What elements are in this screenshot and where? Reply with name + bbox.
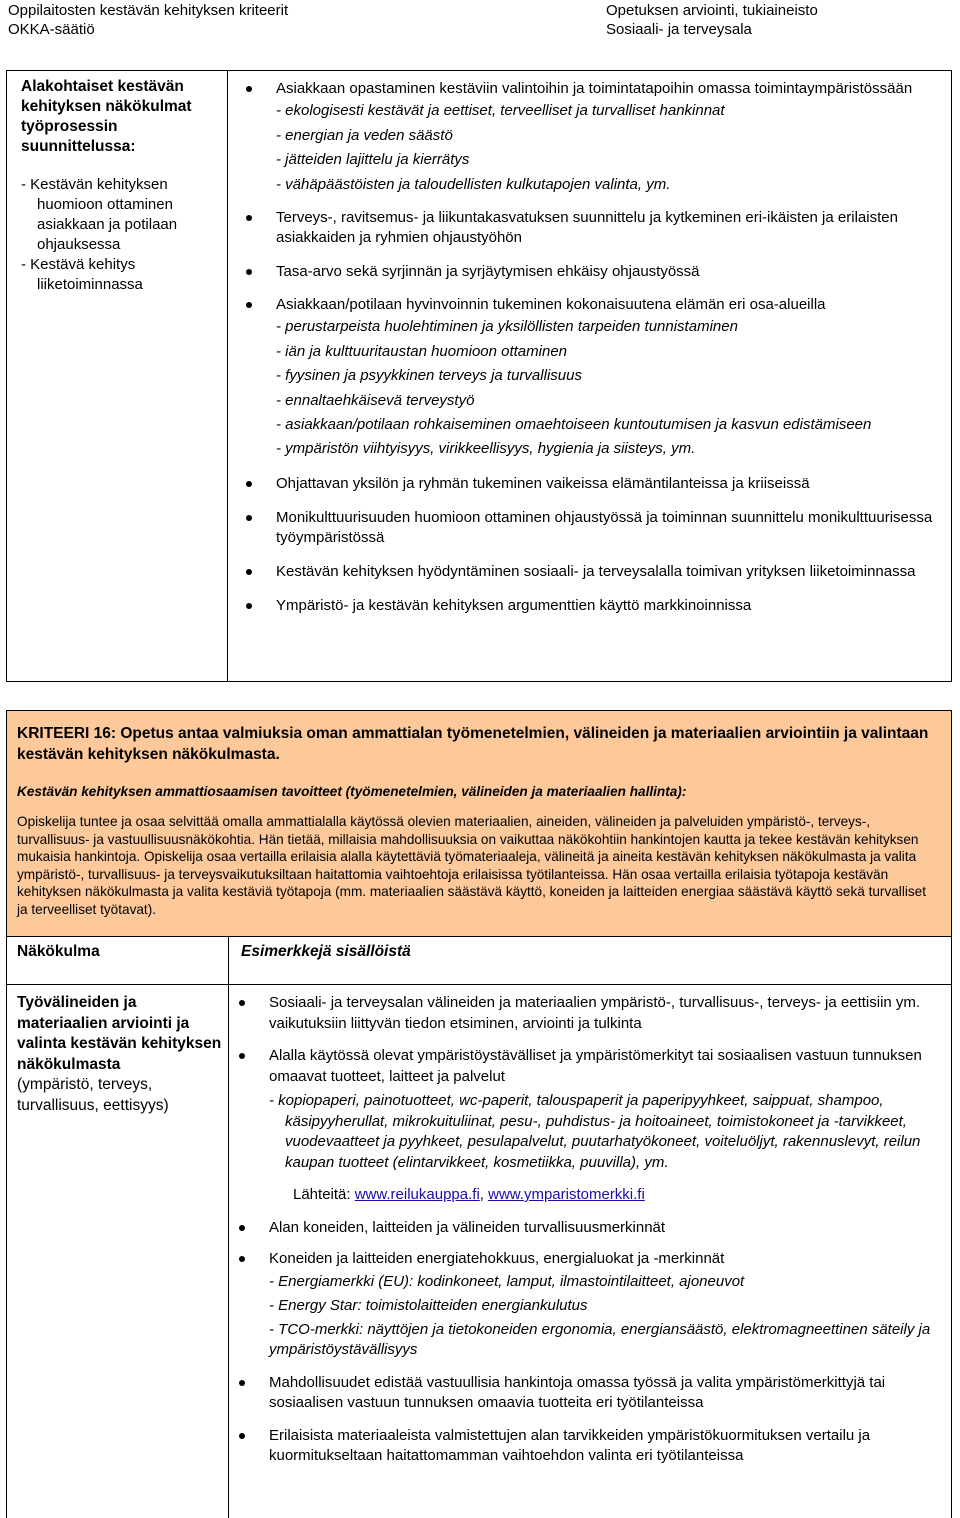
bullet-icon <box>246 302 252 308</box>
header-left-line1: Oppilaitosten kestävän kehityksen kriteerit <box>8 2 289 19</box>
bullet-text: Terveys-, ravitsemus- ja liikuntakasvatuksen suunnittelu ja kytkeminen eri-ikäisten ja erilaisten asiakkaiden ja ryhmien ohjaustyöhön <box>276 209 898 246</box>
bullet-item <box>246 474 939 494</box>
bullet-text: Ympäristö- ja kestävän kehityksen argumenttien käyttö markkinoinnissa <box>276 596 752 614</box>
header-right <box>606 1 818 39</box>
bullet-icon <box>239 1433 245 1439</box>
bullet-icon <box>246 515 252 521</box>
bullet-icon <box>239 1256 245 1262</box>
sub-list <box>276 315 939 462</box>
ymparistomerkki-link[interactable]: www.ymparistomerkki.fi <box>488 1186 645 1203</box>
column-divider <box>228 985 229 1518</box>
bullet-icon <box>246 603 252 609</box>
bullet-icon <box>239 1053 245 1059</box>
header-left-line2: OKKA-säätiö <box>8 21 95 38</box>
bullet-text: Alan koneiden, laitteiden ja välineiden turvallisuusmerkinnät <box>269 1218 666 1236</box>
bullet-item <box>246 562 939 582</box>
bullet-icon <box>239 1225 245 1231</box>
bullet-icon <box>246 481 252 487</box>
criterion-subtitle: Kestävän kehityksen ammattiosaamisen tavoitteet (työmenetelmien, välineiden ja materiaalien hallinta): <box>17 784 687 799</box>
bullet-text: Ohjattavan yksilön ja ryhmän tukeminen vaikeissa elämäntilanteissa ja kriiseissä <box>276 474 810 492</box>
bullet-item <box>239 1373 939 1414</box>
criterion-title: KRITEERI 16: Opetus antaa valmiuksia oman ammattialan työmenetelmien, välineiden ja materiaalien arviointiin ja valintaan kestävän kehityksen näkökulmasta. <box>17 725 929 763</box>
perspectives-left-cell <box>7 71 228 681</box>
perspectives-table <box>6 70 952 682</box>
bullet-text: Asiakkaan opastaminen kestäviin valintoihin ja toimintatapoihin omassa toimintaympäristössään <box>276 80 913 97</box>
content-table <box>6 985 952 1518</box>
sources-label: Lähteitä: <box>293 1186 351 1203</box>
perspectives-title: Alakohtaiset kestävän kehityksen näkökulmat työprosessin suunnittelussa: <box>21 78 192 155</box>
bullet-icon <box>246 215 252 221</box>
bullet-icon <box>239 1000 245 1006</box>
bullet-item <box>246 508 939 548</box>
bullet-item <box>239 993 939 1034</box>
bullet-icon <box>239 1380 245 1386</box>
perspectives-right-cell <box>228 71 951 681</box>
bullet-item <box>239 1218 939 1239</box>
column-divider <box>228 937 229 984</box>
bullet-text: Asiakkaan/potilaan hyvinvoinnin tukeminen kokonaisuutena elämän eri osa-alueilla <box>276 296 826 313</box>
bullet-item <box>246 596 939 616</box>
bullet-text: Tasa-arvo sekä syrjinnän ja syrjäytymisen ehkäisy ohjaustyössä <box>276 263 700 280</box>
bullet-item <box>246 262 939 282</box>
bullet-icon <box>246 86 252 92</box>
link-separator: , <box>479 1186 484 1203</box>
sources-line <box>269 1185 939 1206</box>
sub-item: - fyysinen ja psyykkinen terveys ja turvallisuus <box>276 367 582 384</box>
perspective-item: - Kestävä kehitys liiketoiminnassa <box>21 256 143 293</box>
perspective-subtitle: (ympäristö, terveys, turvallisuus, eettisyys) <box>17 1076 169 1114</box>
column-header-perspective: Näkökulma <box>17 943 100 960</box>
perspective-title: Työvälineiden ja materiaalien arviointi ja valinta kestävän kehityksen näkökulmasta <box>17 994 222 1073</box>
bullet-icon <box>246 569 252 575</box>
reilukauppa-link[interactable]: www.reilukauppa.fi <box>354 1186 480 1203</box>
bullet-item <box>239 1426 939 1467</box>
sub-item: - ekologisesti kestävät ja eettiset, terveelliset ja turvalliset hankinnat <box>276 102 725 119</box>
bullet-item <box>246 208 939 248</box>
bullet-text: Monikulttuurisuuden huomioon ottaminen ohjaustyössä ja toiminnan suunnittelu monikulttuurisessa työympäristössä <box>276 508 933 546</box>
bullet-text: Sosiaali- ja terveysalan välineiden ja materiaalien ympäristö-, turvallisuus-, terveys- ja eettisiin ym. vaikutuksiin liittyvän tiedon etsiminen, arviointi ja tulkinta <box>269 994 921 1032</box>
sub-item: - perustarpeista huolehtiminen ja yksilöllisten tarpeiden tunnistaminen <box>276 318 738 335</box>
bullet-item <box>239 1249 939 1361</box>
product-examples: - kopiopaperi, painotuotteet, wc-paperit, talouspaperit ja paperipyyhkeet, saippuat, shampoo, käsipyyherullat, mikrokuituliinat, pesu-, puhdistus- ja hoitoaineet, toimistokoneet ja -tarvikkeet, vuodevaatteet ja pyyhkeet, pesulapalvelut, puutarhatyökoneet, voiteluöljyt, rakennuslevyt, reilun kaupan tuotteet (elintarvikkeet, kosmetiikka, puuvilla), ym. <box>269 1092 921 1171</box>
energy-label-item: - Energy Star: toimistolaitteiden energiankulutus <box>269 1296 588 1314</box>
bullet-item <box>246 295 939 462</box>
sub-item: - ennaltaehkäisevä terveystyö <box>276 391 475 409</box>
sub-item: - jätteiden lajittelu ja kierrätys <box>276 151 470 168</box>
bullet-item <box>239 1046 939 1206</box>
header-right-line1: Opetuksen arviointi, tukiaineisto <box>606 2 818 19</box>
content-table-header <box>6 937 952 985</box>
energy-label-item: - TCO-merkki: näyttöjen ja tietokoneiden ergonomia, energiansäästö, elektromagneettinen säteily ja ympäristöystävällisyys <box>269 1320 931 1358</box>
page-header <box>0 0 960 40</box>
bullet-text: Erilaisista materiaaleista valmistettujen alan tarvikkeiden ympäristökuormituksen vertailu ja kuormitukseltaan haitattomamman vaihtoehdon valinta eri työtilanteissa <box>269 1426 871 1464</box>
sub-item: - ympäristön viihtyisyys, virikkeellisyys, hygienia ja siisteys, ym. <box>276 440 696 457</box>
examples-cell <box>239 993 939 1467</box>
examples-bullet-list <box>239 993 939 1467</box>
perspectives-bullet-list <box>246 79 939 616</box>
bullet-text: Kestävän kehityksen hyödyntäminen sosiaali- ja terveysalalla toimivan yrityksen liiketoiminnassa <box>276 562 916 580</box>
sub-item: - energian ja veden säästö <box>276 126 453 144</box>
column-header-examples: Esimerkkejä sisällöistä <box>241 943 411 960</box>
sub-list <box>276 99 939 197</box>
sub-item: - asiakkaan/potilaan rohkaiseminen omaehtoiseen kuntoutumisen ja kasvun edistämiseen <box>276 416 872 433</box>
bullet-text: Koneiden ja laitteiden energiatehokkuus, energialuokat ja -merkinnät <box>269 1250 725 1267</box>
bullet-text: Mahdollisuudet edistää vastuullisia hankintoja omassa työssä ja valita ympäristömerkittyjä tai sosiaalisen vastuun tunnuksen omaavia tuotteita eri työtilanteissa <box>269 1373 886 1411</box>
perspective-cell <box>17 993 222 1116</box>
sub-item: - iän ja kulttuuritaustan huomioon ottaminen <box>276 342 568 360</box>
energy-label-item: - Energiamerkki (EU): kodinkoneet, lamput, ilmastointilaitteet, ajoneuvot <box>269 1272 745 1290</box>
header-left <box>8 1 288 39</box>
perspective-item: - Kestävän kehityksen huomioon ottaminen asiakkaan ja potilaan ohjauksessa <box>21 176 178 253</box>
criterion-body: Opiskelija tuntee ja osaa selvittää omalla ammattialalla käytössä olevien materiaalien, aineiden, välineiden ja palveluiden ympäristö-, terveys-, turvallisuus- ja vastuullisuusnäkökohtia. Hän tietää, millaisia mahdollisuuksia on vaikuttaa näkökohtiin hankintojen kautta ja tekee kestävän kehityksen mukaisia hankintoja. Opiskelija osaa vertailla erilaisia alalla käytettäviä työmateriaaleja, välineitä ja aineita kestävän kehityksen näkökulmasta ja valita ympäristö-, turvallisuus- ja terveysvaikutuksiltaan haitattomia vaihtoehtoja erilaisissa työtilanteissa. Hän osaa vertailla erilaisia työtapoja kestävän kehityksen näkökulmasta ja valita kestäviä työtapoja (mm. materiaalien säästävä käyttö, koneiden ja laitteiden energiaa säästävä käyttö sekä turvalliset ja terveelliset työtavat). <box>17 814 926 917</box>
bullet-item <box>246 79 939 197</box>
sub-item: - vähäpäästöisten ja taloudellisten kulkutapojen valinta, ym. <box>276 175 671 193</box>
bullet-icon <box>246 269 252 275</box>
bullet-text: Alalla käytössä olevat ympäristöystävälliset ja ympäristömerkityt tai sosiaalisen vastuun tunnuksen omaavat tuotteet, laitteet ja palvelut <box>269 1047 922 1085</box>
header-right-line2: Sosiaali- ja terveysala <box>606 21 752 38</box>
criterion-box <box>6 710 952 937</box>
